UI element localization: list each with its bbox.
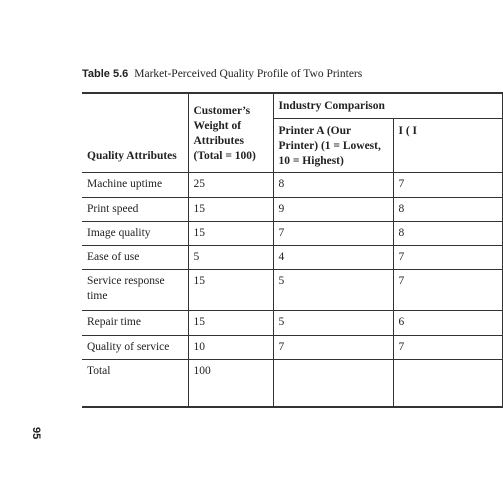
cell-partial: 7 — [393, 245, 502, 269]
cell-attribute: Service response time — [82, 269, 188, 310]
cell-attribute: Total — [82, 359, 188, 407]
cell-printer-a: 9 — [273, 197, 393, 221]
cell-weight: 10 — [188, 335, 273, 359]
cell-partial: 8 — [393, 221, 502, 245]
cell-weight: 15 — [188, 197, 273, 221]
table-row — [82, 269, 502, 310]
header-industry-comparison: Industry Comparison — [273, 93, 502, 118]
cell-printer-a: 5 — [273, 310, 393, 335]
cell-printer-a: 8 — [273, 172, 393, 197]
cell-printer-a: 4 — [273, 245, 393, 269]
cell-partial: 6 — [393, 310, 502, 335]
table-row — [82, 310, 502, 335]
header-quality-attributes: Quality Attributes — [82, 93, 188, 172]
cell-printer-a: 5 — [273, 269, 393, 310]
cell-attribute: Repair time — [82, 310, 188, 335]
header-printer-a: Printer A (Our Printer) (1 = Lowest, 10 = Highest) — [273, 118, 393, 172]
table-row — [82, 221, 502, 245]
table-title: Market-Perceived Quality Profile of Two Printers — [134, 68, 363, 80]
table-row-total — [82, 359, 502, 407]
cell-attribute: Print speed — [82, 197, 188, 221]
table-caption — [82, 68, 362, 80]
cell-weight: 25 — [188, 172, 273, 197]
cell-attribute: Machine uptime — [82, 172, 188, 197]
cell-printer-a: 7 — [273, 221, 393, 245]
table-row — [82, 335, 502, 359]
cell-weight: 15 — [188, 269, 273, 310]
cell-weight: 5 — [188, 245, 273, 269]
page-number: 95 — [30, 427, 42, 440]
cell-weight: 15 — [188, 310, 273, 335]
table-row — [82, 197, 502, 221]
header-printer-b-partial: I ( I — [393, 118, 502, 172]
cell-weight: 100 — [188, 359, 273, 407]
table-row — [82, 172, 502, 197]
cell-weight: 15 — [188, 221, 273, 245]
cell-attribute: Quality of service — [82, 335, 188, 359]
cell-partial: 7 — [393, 335, 502, 359]
cell-partial — [393, 359, 502, 407]
cell-partial: 7 — [393, 269, 502, 310]
quality-profile-table — [82, 92, 503, 408]
header-row-1 — [82, 93, 502, 118]
table-row — [82, 245, 502, 269]
table-container — [82, 92, 418, 408]
cell-partial: 8 — [393, 197, 502, 221]
cell-printer-a: 7 — [273, 335, 393, 359]
cell-attribute: Image quality — [82, 221, 188, 245]
cell-attribute: Ease of use — [82, 245, 188, 269]
header-customer-weight: Customer’s Weight of Attributes (Total = 100) — [188, 93, 273, 172]
cell-partial: 7 — [393, 172, 502, 197]
cell-printer-a — [273, 359, 393, 407]
table-number: Table 5.6 — [82, 68, 129, 80]
